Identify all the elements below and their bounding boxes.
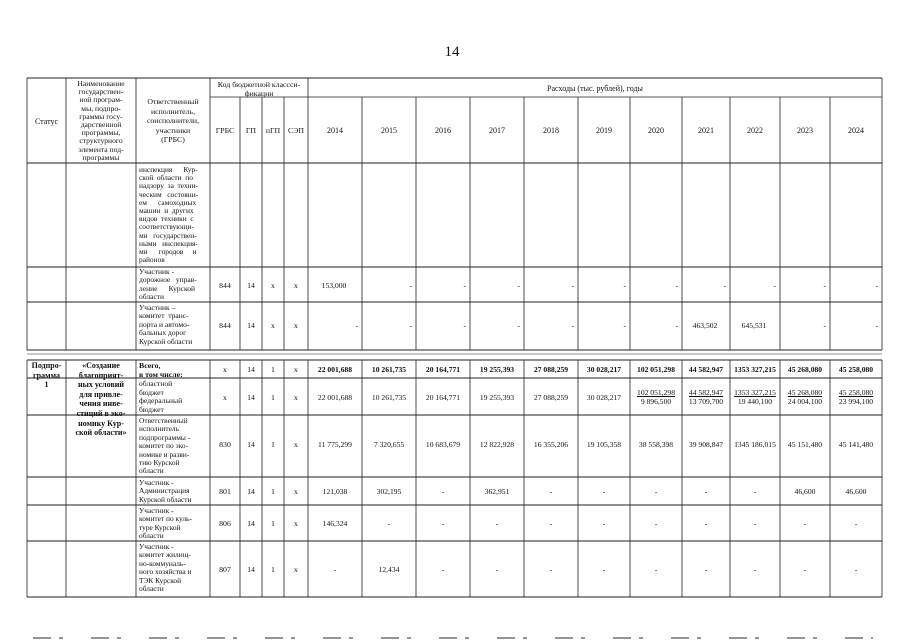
value-cell: 12 822,928 [479, 440, 515, 449]
inspection-text: инспекция Кур- [139, 165, 198, 174]
header-name: Наименование [77, 79, 125, 88]
header-executor: соисполнители, [146, 116, 200, 125]
value-cell: 45 151,480 [787, 440, 823, 449]
value-cell: 19 105,358 [586, 440, 622, 449]
header-year: 2021 [698, 126, 714, 135]
value-cell: - [549, 487, 553, 496]
code-cell: х [223, 365, 227, 374]
header-code: ГП [245, 126, 257, 135]
header-year: 2020 [648, 126, 664, 135]
code-cell: 1 [271, 440, 275, 449]
value-cell: - [517, 281, 520, 290]
row-executor: области [139, 292, 165, 302]
code-cell: 1 [271, 487, 275, 496]
row-executor: области [139, 584, 164, 593]
value-cell: - [654, 565, 658, 574]
code-cell: 14 [247, 487, 255, 496]
regional-value: 27 088,259 [533, 393, 569, 402]
row-executor: ление Курской [139, 283, 195, 293]
value-cell: - [495, 519, 499, 528]
header-name: дарственной [80, 120, 122, 129]
code-cell: 14 [247, 565, 255, 574]
inspection-text: видов техники с [139, 214, 194, 224]
code-cell: х [294, 487, 298, 496]
value-cell: - [463, 281, 466, 290]
code-cell: х [294, 440, 298, 449]
value-cell: 463,502 [692, 321, 718, 330]
row-executor: но-коммуналь- [139, 558, 186, 568]
bottom-scan-artifact [33, 637, 873, 639]
value-cell: - [753, 487, 757, 496]
row-executor: комитет по куль- [139, 514, 192, 524]
row-executor: порта и автомо- [139, 319, 190, 329]
value-cell: - [875, 321, 878, 330]
regional-value: 44 582,947 [688, 388, 724, 397]
total-value: 20 164,771 [425, 365, 461, 374]
value-cell: 362,951 [484, 487, 510, 496]
code-cell: х [294, 365, 298, 374]
value-cell: 146,324 [322, 519, 348, 528]
row-executor: области [139, 466, 164, 476]
subprogram-name: «Создание [82, 361, 120, 370]
header-year: 2016 [435, 126, 451, 135]
row-executor: дорожное управ- [139, 275, 197, 285]
value-cell: - [549, 565, 553, 574]
header-year: 2023 [797, 126, 813, 135]
value-cell: - [854, 565, 858, 574]
row-executor: области [139, 531, 164, 541]
code-cell: х [294, 519, 298, 528]
header-status: Статус [34, 117, 59, 126]
value-cell: - [602, 565, 606, 574]
code-cell: 844 [219, 321, 231, 330]
row-executor: Курской области [139, 336, 193, 346]
value-cell: - [704, 519, 708, 528]
row-executor: Ответственный [139, 416, 188, 425]
value-cell: - [333, 565, 337, 574]
header-year: 2024 [848, 126, 864, 135]
inspection-text: ми государствен- [139, 230, 197, 240]
row-executor: комитет по эко- [139, 441, 189, 451]
header-name: государствен- [78, 87, 124, 97]
header-name: ной програм- [79, 95, 123, 105]
code-cell: 1 [271, 519, 275, 528]
header-year: 2014 [327, 126, 343, 135]
value-cell: - [441, 519, 445, 528]
value-cell: 302,195 [376, 487, 402, 496]
federal-value: 9 896,500 [640, 397, 672, 406]
code-cell: 806 [219, 519, 231, 528]
code-cell: 14 [247, 321, 255, 330]
code-cell: 807 [219, 565, 231, 574]
row-executor: номике и разви- [139, 449, 190, 459]
code-cell: 14 [247, 519, 255, 528]
regional-value: 22 001,688 [317, 393, 353, 402]
value-cell: 153,000 [321, 281, 347, 290]
code-cell: 14 [247, 281, 255, 290]
total-value: 45 258,080 [838, 365, 874, 374]
inspection-text: соответствующи- [139, 222, 194, 232]
subprogram-status: грамма [33, 370, 60, 380]
header-expenses: Расходы (тыс. рублей), годы [547, 84, 643, 93]
value-cell: - [753, 565, 757, 574]
value-cell: - [623, 321, 626, 330]
inspection-text: машин и других [139, 206, 194, 215]
value-cell: 45 141,480 [838, 440, 874, 449]
value-cell: - [675, 281, 678, 290]
regional-value: 30 028,217 [586, 393, 622, 402]
regional-value: 45 268,080 [787, 388, 823, 397]
value-cell: - [654, 487, 658, 496]
value-cell: 10 683,679 [425, 440, 461, 449]
subprogram-name: стиций в эко- [76, 409, 126, 418]
row-executor: Участник - [139, 506, 174, 515]
header-year: 2022 [747, 126, 763, 135]
value-cell: - [704, 565, 708, 574]
regional-value: 102 051,298 [637, 388, 675, 397]
total-value: 22 001,688 [317, 365, 353, 374]
code-cell: 830 [219, 440, 231, 449]
regional-value: 20 164,771 [425, 393, 461, 402]
row-executor: Курской области [139, 494, 192, 504]
subprogram-status: Подпро- [31, 361, 62, 370]
subprogram-status: 1 [44, 380, 49, 389]
value-cell: - [463, 321, 466, 330]
header-code: ГРБС [215, 126, 235, 135]
value-cell: - [753, 519, 757, 528]
regional-value: 19 255,393 [479, 393, 515, 402]
header-executor: исполнитель, [150, 106, 196, 116]
value-cell: 645,531 [741, 321, 767, 330]
federal-value: 13 709,700 [688, 397, 724, 406]
subprogram-name: ных условий [78, 380, 124, 390]
value-cell: - [571, 321, 574, 330]
header-code: СЭП [288, 126, 304, 135]
value-cell: 39 908,847 [688, 440, 724, 449]
header-executor: (ГРБС) [161, 135, 185, 144]
total-value: 44 582,947 [688, 365, 724, 374]
code-cell: 1 [271, 393, 275, 402]
code-cell: х [271, 321, 275, 330]
value-cell: - [675, 321, 678, 330]
value-cell: - [355, 321, 358, 330]
row-executor: тию Курской [139, 458, 180, 467]
header-executor: Ответственный [147, 97, 199, 106]
value-cell: - [409, 281, 412, 290]
subprogram-name: для привле- [79, 389, 123, 399]
row-executor: туре Курской [139, 522, 181, 532]
code-cell: 801 [219, 487, 231, 496]
code-cell: 14 [247, 393, 255, 402]
federal-value: 24 004,100 [787, 397, 823, 406]
header-name: структурного [79, 136, 123, 146]
value-cell: 46,600 [794, 487, 816, 496]
inspection-text: ем самоходных [139, 197, 197, 207]
value-cell: - [654, 519, 658, 528]
row-executor: Участник - [139, 542, 174, 551]
row-executor: комитет жилищ- [139, 550, 191, 560]
header-name: граммы госу- [79, 111, 123, 121]
value-cell: 1345 186,015 [734, 440, 776, 449]
row-executor: комитет транс- [139, 311, 189, 321]
code-cell: х [294, 321, 298, 330]
value-cell: - [803, 519, 807, 528]
header-executor: участники [155, 125, 191, 135]
value-cell: - [773, 281, 776, 290]
subprogram-name: номику Кур- [78, 418, 124, 428]
regional-label: бюджет [139, 387, 164, 397]
total-value: 27 088,259 [533, 365, 569, 374]
header-code-group: Код бюджетной классси- [217, 80, 301, 89]
total-value: 30 028,217 [586, 365, 622, 374]
row-executor: ТЭК Курской [139, 575, 182, 585]
total-value: 10 261,735 [371, 365, 407, 374]
value-cell: 12,434 [378, 565, 400, 574]
header-code-group: фикации [244, 89, 274, 98]
code-cell: х [294, 281, 298, 290]
header-name: программы [82, 152, 120, 162]
total-value: 1353 327,215 [734, 365, 776, 374]
row-executor: Администрация [139, 486, 190, 496]
row-executor: Участник - [139, 478, 174, 487]
inspection-text: ными инспекция- [139, 238, 198, 248]
regional-label: бюджет [139, 404, 164, 414]
value-cell: - [823, 281, 826, 290]
header-name: мы, подпро- [81, 103, 121, 113]
inspection-text: ской области по [139, 173, 193, 183]
value-cell: - [571, 281, 574, 290]
regional-label: областной [139, 379, 173, 388]
header-code: пГП [265, 126, 281, 135]
subprogram-name: чения инве- [79, 399, 123, 409]
row-executor: исполнитель [139, 424, 179, 434]
federal-value: 23 994,100 [838, 397, 874, 406]
value-cell: - [549, 519, 553, 528]
total-value: 102 051,298 [637, 365, 675, 374]
row-executor: бальных дорог [139, 328, 187, 338]
total-label: Всего, [139, 361, 161, 370]
header-year: 2018 [543, 126, 559, 135]
value-cell: 11 775,299 [318, 440, 352, 449]
value-cell: - [441, 487, 445, 496]
value-cell: - [409, 321, 412, 330]
header-year: 2015 [381, 126, 397, 135]
value-cell: - [854, 519, 858, 528]
code-cell: х [271, 281, 275, 290]
subprogram-name: благоприят- [78, 370, 124, 380]
value-cell: 121,038 [322, 487, 348, 496]
value-cell: - [517, 321, 520, 330]
value-cell: - [623, 281, 626, 290]
code-cell: х [294, 393, 298, 402]
inspection-text: надзору за техни- [139, 181, 199, 191]
row-executor: подпрограммы - [139, 432, 191, 442]
value-cell: - [441, 565, 445, 574]
code-cell: 14 [247, 365, 255, 374]
code-cell: х [294, 565, 298, 574]
header-name: программы, [81, 128, 121, 138]
total-value: 45 268,080 [787, 365, 823, 374]
value-cell: - [723, 281, 726, 290]
value-cell: - [602, 519, 606, 528]
value-cell: - [875, 281, 878, 290]
code-cell: 1 [271, 365, 275, 374]
page-number: 14 [444, 44, 460, 60]
value-cell: - [803, 565, 807, 574]
row-executor: Участник - [139, 267, 175, 276]
value-cell: 16 355,206 [533, 440, 569, 449]
regional-value: 45 258,080 [838, 388, 874, 397]
value-cell: 7 320,655 [373, 440, 405, 449]
header-name: элемента под- [78, 144, 124, 154]
regional-label: федеральный [139, 396, 183, 406]
code-cell: 14 [247, 440, 255, 449]
code-cell: х [223, 393, 227, 402]
regional-value: 1353 327,215 [734, 388, 776, 397]
federal-value: 19 440,100 [737, 397, 773, 406]
value-cell: - [602, 487, 606, 496]
code-cell: 844 [219, 281, 231, 290]
inspection-text: районов [139, 255, 165, 265]
code-cell: 1 [271, 565, 275, 574]
value-cell: - [823, 321, 826, 330]
header-year: 2019 [596, 126, 612, 135]
regional-value: 10 261,735 [371, 393, 407, 402]
value-cell: 38 558,398 [638, 440, 674, 449]
subprogram-name: ской области» [75, 428, 127, 438]
total-label: в том числе: [139, 370, 183, 379]
inspection-text: ми городов и [139, 247, 197, 256]
value-cell: - [495, 565, 499, 574]
row-executor: Участник – [139, 303, 176, 312]
inspection-text: ческим состояни- [139, 189, 199, 199]
value-cell: - [704, 487, 708, 496]
row-executor: ного хозяйства и [139, 567, 192, 577]
header-year: 2017 [489, 126, 505, 135]
total-value: 19 255,393 [479, 365, 515, 374]
value-cell: - [387, 519, 391, 528]
value-cell: 46,600 [845, 487, 867, 496]
